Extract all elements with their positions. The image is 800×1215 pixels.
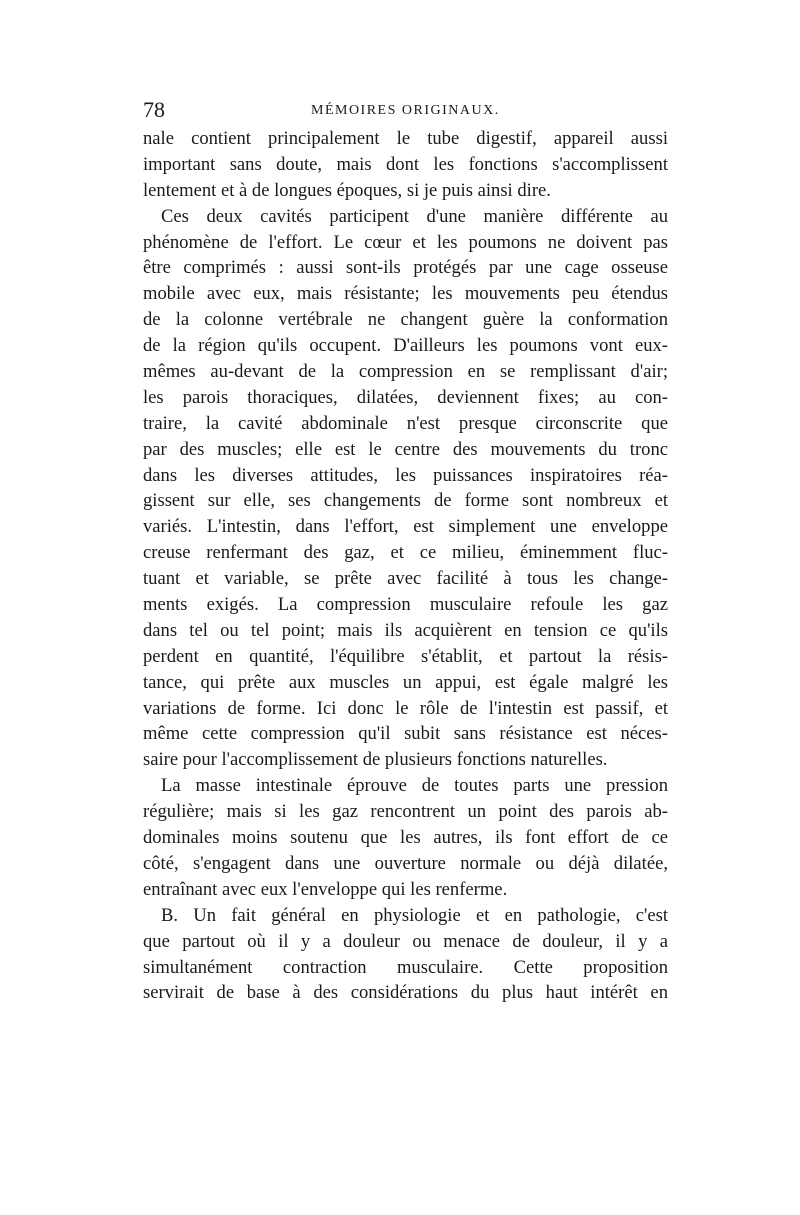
- text-line: de la région qu'ils occupent. D'ailleurs les poumons vont eux-: [143, 335, 668, 357]
- text-line: traire, la cavité abdominale n'est presque circonscrite que: [143, 412, 668, 434]
- running-head: MÉMOIRES ORIGINAUX.: [311, 103, 500, 118]
- text-line: même cette compression qu'il subit sans résistance est néces-: [143, 723, 668, 745]
- text-line: dans les diverses attitudes, les puissances inspiratoires réa-: [143, 464, 668, 486]
- body-text: [143, 126, 668, 1006]
- text-line: servirait de base à des considérations du plus haut intérêt en: [143, 982, 668, 1004]
- text-line: par des muscles; elle est le centre des mouvements du tronc: [143, 438, 668, 460]
- text-line: variés. L'intestin, dans l'effort, est simplement une enveloppe: [143, 516, 668, 538]
- text-line: lentement et à de longues époques, si je puis ainsi dire.: [143, 179, 551, 201]
- text-line: nale contient principalement le tube digestif, appareil aussi: [143, 128, 668, 149]
- text-line: ments exigés. La compression musculaire refoule les gaz: [143, 594, 668, 616]
- text-line: simultanément contraction musculaire. Cette proposition: [143, 956, 668, 978]
- text-line: tuant et variable, se prête avec facilité à tous les change-: [143, 568, 668, 590]
- text-line: être comprimés : aussi sont-ils protégés par une cage osseuse: [143, 257, 668, 279]
- text-line: creuse renfermant des gaz, et ce milieu, éminemment fluc-: [143, 542, 668, 564]
- text-line: que partout où il y a douleur ou menace de douleur, il y a: [143, 930, 668, 952]
- text-line: dominales moins soutenu que les autres, ils font effort de ce: [143, 827, 668, 849]
- text-line: régulière; mais si les gaz rencontrent un point des parois ab-: [143, 801, 668, 823]
- text-line: perdent en quantité, l'équilibre s'établit, et partout la résis-: [143, 645, 668, 667]
- text-line: dans tel ou tel point; mais ils acquièrent en tension ce qu'ils: [143, 619, 668, 641]
- text-line: phénomène de l'effort. Le cœur et les poumons ne doivent pas: [143, 231, 668, 253]
- text-line: entraînant avec eux l'enveloppe qui les renferme.: [143, 878, 508, 900]
- text-line: La masse intestinale éprouve de toutes parts une pression: [161, 775, 668, 797]
- text-line: B. Un fait général en physiologie et en pathologie, c'est: [161, 904, 668, 926]
- page-number: 78: [143, 97, 165, 122]
- text-line: mobile avec eux, mais résistante; les mouvements peu étendus: [143, 283, 668, 305]
- text-line: tance, qui prête aux muscles un appui, est égale malgré les: [143, 671, 668, 693]
- text-line: important sans doute, mais dont les fonctions s'accomplissent: [143, 153, 668, 175]
- text-line: de la colonne vertébrale ne changent guère la conformation: [143, 309, 668, 331]
- text-line: saire pour l'accomplissement de plusieurs fonctions naturelles.: [143, 749, 608, 771]
- page-header: [143, 98, 668, 126]
- text-line: variations de forme. Ici donc le rôle de l'intestin est passif, et: [143, 697, 668, 719]
- text-line: les parois thoraciques, dilatées, deviennent fixes; au con-: [143, 386, 668, 408]
- text-line: côté, s'engagent dans une ouverture normale ou déjà dilatée,: [143, 852, 668, 874]
- text-line: gissent sur elle, ses changements de forme sont nombreux et: [143, 490, 668, 512]
- text-line: mêmes au-devant de la compression en se remplissant d'air;: [143, 361, 668, 383]
- text-line: Ces deux cavités participent d'une manière différente au: [161, 205, 668, 227]
